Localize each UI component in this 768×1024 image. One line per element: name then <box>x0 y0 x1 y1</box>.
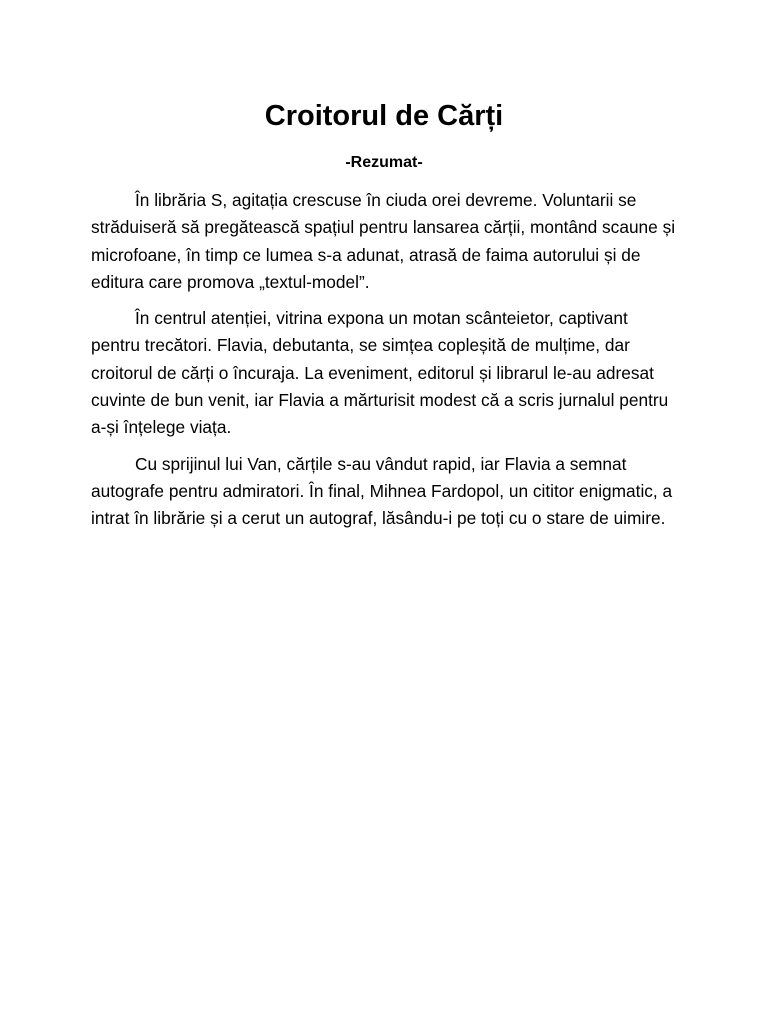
document-body <box>91 187 681 542</box>
paragraph-3: Cu sprijinul lui Van, cărțile s-au vândut rapid, iar Flavia a semnat autografe pentru admiratori. În final, Mihnea Fardopol, un cititor enigmatic, a intrat în librărie și a cerut un autograf, lăsându-i pe toți cu o stare de uimire. <box>91 453 673 529</box>
document-subtitle: -Rezumat- <box>345 154 423 171</box>
document-title: Croitorul de Cărți <box>264 100 504 132</box>
paragraph-2: În centrul atenției, vitrina expona un motan scânteietor, captivant pentru trecători. Flavia, debutanta, se simțea copleșită de mulțime, dar croitorul de cărți o încuraja. La eveniment, editorul și librarul le-au adresat cuvinte de bun venit, iar Flavia a mărturisit modest că a scris jurnalul pentru a-și înțelege viața. <box>91 308 669 438</box>
paragraph-1: În librăria S, agitația crescuse în ciuda orei devreme. Voluntarii se străduiseră să pregătească spațiul pentru lansarea cărții, montând scaune și microfoane, în timp ce lumea s-a adunat, atrasă de faima autorului și de editura care promova „textul-model”. <box>91 190 676 292</box>
